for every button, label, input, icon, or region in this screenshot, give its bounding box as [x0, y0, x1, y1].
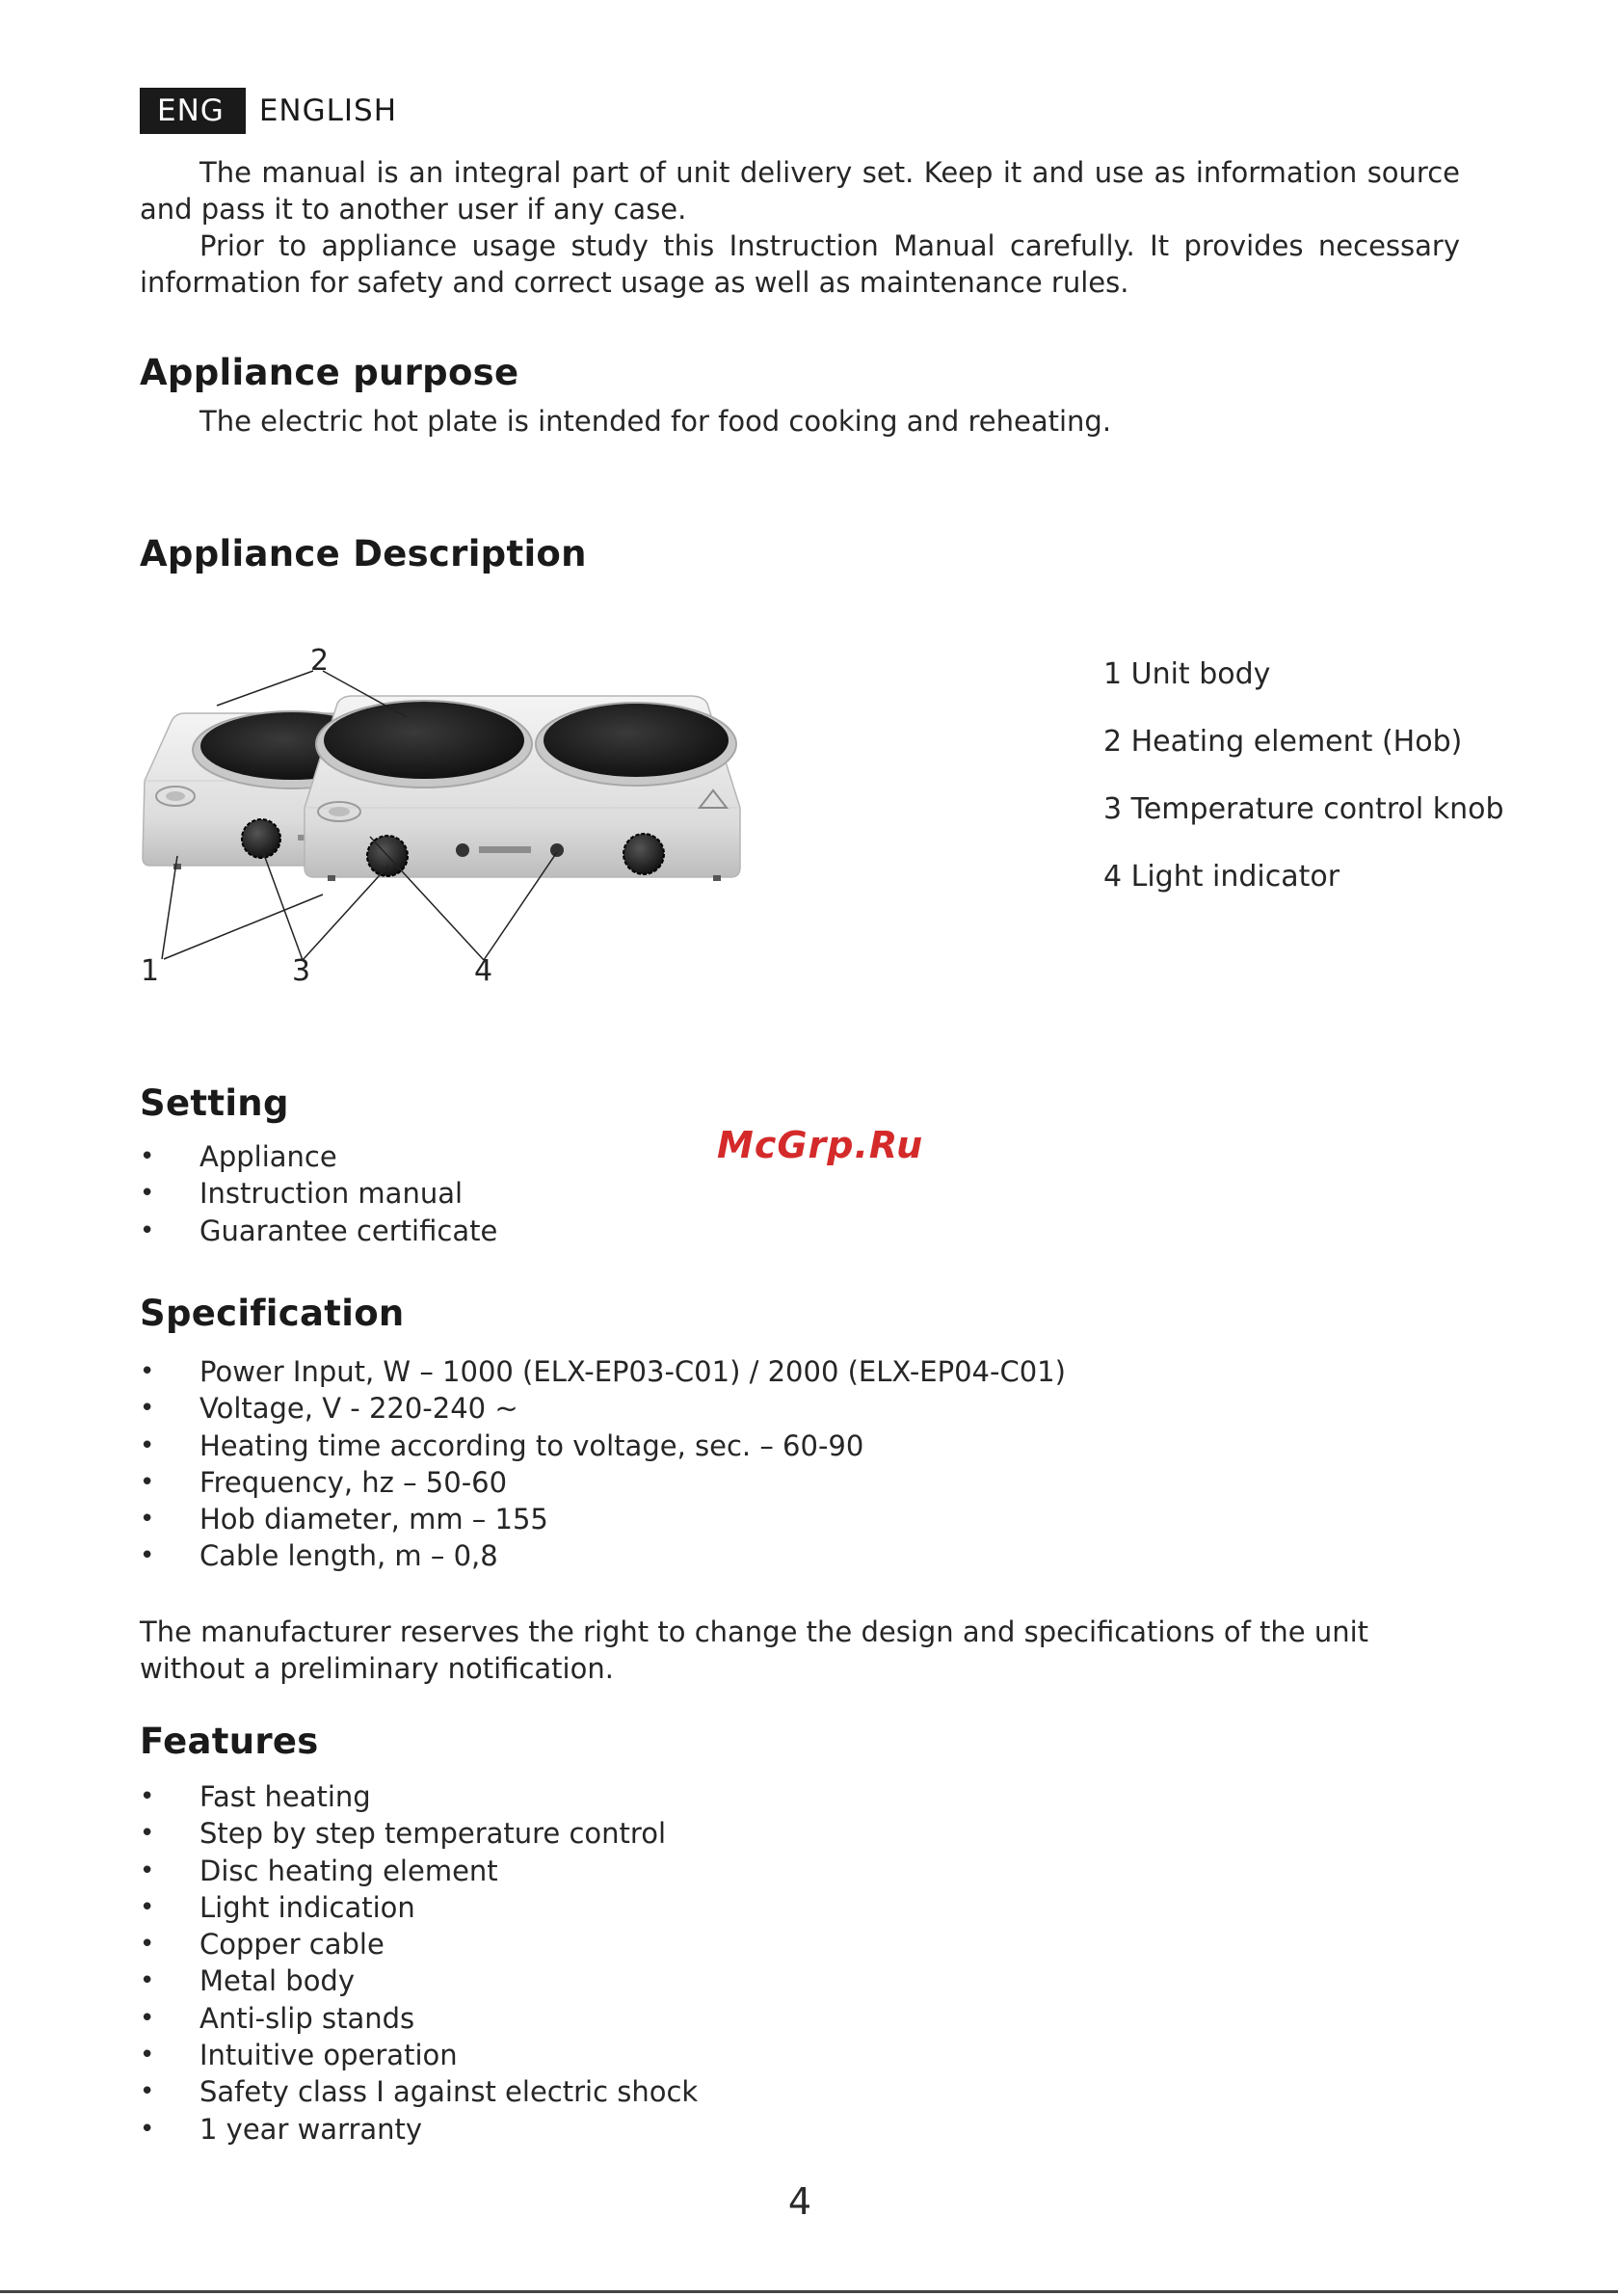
language-code-badge: ENG	[140, 88, 246, 134]
list-item: • Disc heating element	[140, 1853, 698, 1889]
language-name: ENGLISH	[258, 93, 398, 128]
list-item: • Step by step temperature control	[140, 1815, 698, 1852]
list-item: • Fast heating	[140, 1778, 698, 1815]
legend-item: 1 Unit body	[1103, 657, 1271, 691]
section-title-setting: Setting	[140, 1082, 289, 1124]
brand-logo-double	[479, 846, 531, 853]
bottom-rule	[0, 2290, 1618, 2293]
features-list	[140, 1778, 698, 2148]
section-title-specification: Specification	[140, 1293, 405, 1334]
watermark: McGrp.Ru	[717, 1124, 924, 1166]
list-item: • Anti-slip stands	[140, 2000, 698, 2037]
list-item: • Appliance	[140, 1138, 497, 1175]
list-item: • Cable length, m – 0,8	[140, 1537, 1066, 1574]
list-item: • Hob diameter, mm – 155	[140, 1501, 1066, 1537]
language-tag	[140, 88, 397, 134]
section-title-features: Features	[140, 1721, 319, 1762]
specification-note: The manufacturer reserves the right to change the design and specifications of the unit without a preliminary notification.	[140, 1615, 1369, 1685]
callout-number-1: 1	[141, 954, 160, 988]
double-hot-plate	[305, 696, 740, 881]
list-item: • Voltage, V - 220-240 ~	[140, 1390, 1066, 1427]
intro-text	[140, 154, 1460, 301]
section-title-description: Appliance Description	[140, 533, 587, 574]
legend-item: 3 Temperature control knob	[1103, 792, 1504, 826]
list-item: • Guarantee certificate	[140, 1213, 497, 1249]
list-item: • Heating time according to voltage, sec. – 60-90	[140, 1428, 1066, 1464]
section-title-purpose: Appliance purpose	[140, 352, 519, 393]
list-item: • Instruction manual	[140, 1175, 497, 1212]
legend-item: 2 Heating element (Hob)	[1103, 725, 1463, 759]
list-item: • Frequency, hz – 50-60	[140, 1464, 1066, 1501]
figure-legend	[1103, 655, 1504, 925]
list-item: • Metal body	[140, 1962, 698, 1999]
list-item: • Intuitive operation	[140, 2037, 698, 2073]
list-item: • Copper cable	[140, 1926, 698, 1962]
callout-number-4: 4	[474, 954, 493, 988]
legend-item: 4 Light indicator	[1103, 860, 1340, 894]
purpose-text: The electric hot plate is intended for food cooking and reheating.	[199, 405, 1112, 438]
list-item: • Safety class I against electric shock	[140, 2073, 698, 2110]
callout-number-2: 2	[310, 644, 330, 678]
intro-paragraph-1: The manual is an integral part of unit delivery set. Keep it and use as information source and pass it to another user if any case.	[140, 156, 1460, 226]
intro-paragraph-2: Prior to appliance usage study this Instruction Manual carefully. It provides necessary information for safety and correct usage as well as maintenance rules.	[140, 229, 1460, 299]
list-item: • Power Input, W – 1000 (ELX-EP03-C01) / 2000 (ELX-EP04-C01)	[140, 1353, 1066, 1390]
list-item: • Light indication	[140, 1889, 698, 1926]
appliance-figure	[135, 636, 1079, 993]
setting-list	[140, 1138, 497, 1249]
callout-number-3: 3	[292, 954, 311, 988]
list-item: • 1 year warranty	[140, 2111, 698, 2148]
page-number: 4	[787, 2180, 812, 2223]
hot-plates-illustration	[135, 636, 1079, 993]
specification-list	[140, 1353, 1066, 1575]
